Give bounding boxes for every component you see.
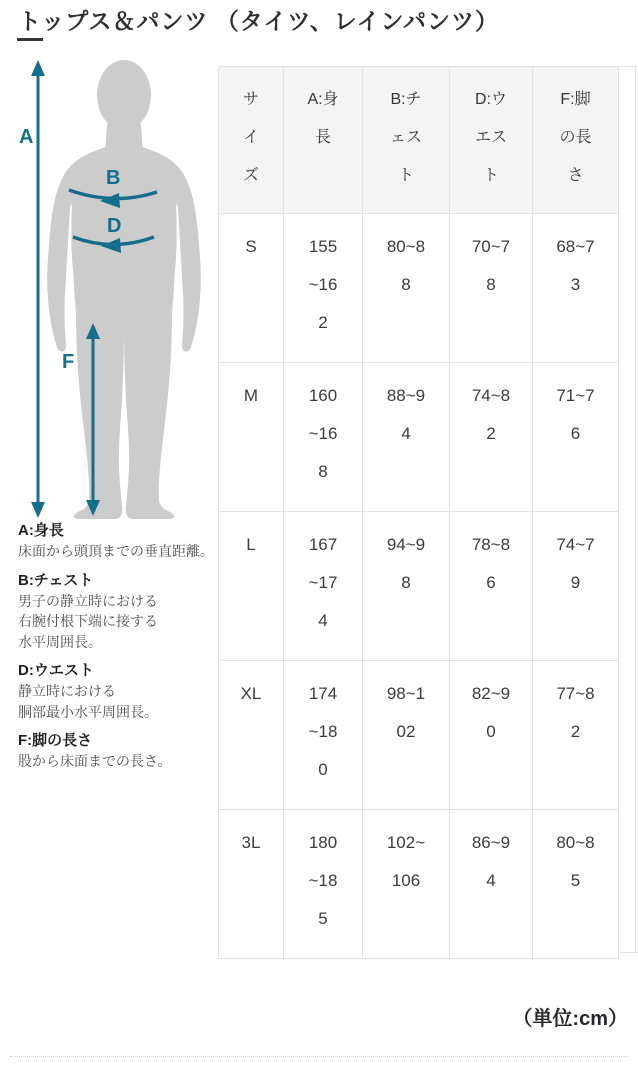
body-measurement-diagram (0, 55, 215, 521)
chest-cell: 94~98 (363, 512, 450, 661)
table-row-xl (219, 661, 619, 810)
legend-term: D:ウエスト (18, 662, 94, 679)
waist-cell: 86~94 (450, 810, 533, 959)
waist-cell: 70~78 (450, 214, 533, 363)
bottom-divider (10, 1056, 628, 1057)
label-f: F (62, 351, 75, 373)
size-cell: S (219, 214, 284, 363)
body-silhouette-illustration (0, 55, 215, 521)
legend-section-leg-length (18, 730, 218, 772)
page-title: トップス＆パンツ （タイツ、レインパンツ） (18, 8, 499, 34)
legend-term: B:チェスト (18, 571, 94, 589)
waist-cell: 74~82 (450, 363, 533, 512)
legend-term: F:脚の長さ (18, 732, 93, 749)
column-header-height: A:身長 (284, 67, 363, 214)
cropped-column-border (635, 66, 636, 953)
male-silhouette (47, 60, 201, 519)
column-header-leg-length: F:脚の長さ (533, 67, 619, 214)
height-cell: 174~180 (284, 661, 363, 810)
legend-description: 右腕付根下端に接する (18, 613, 158, 629)
legend-description: 水平周囲長。 (18, 633, 102, 650)
legend-description: 静立時における (18, 683, 116, 699)
size-cell: M (219, 363, 284, 512)
leg-cell: 74~79 (533, 512, 619, 661)
height-cell: 160~168 (284, 363, 363, 512)
size-cell: L (219, 512, 284, 661)
legend-section-height (18, 520, 218, 562)
legend-description: 男子の静立時における (18, 592, 158, 609)
table-row-3l (219, 810, 619, 959)
label-a: A (19, 126, 34, 148)
leg-cell: 71~76 (533, 363, 619, 512)
title-underline-accent (17, 38, 43, 41)
height-cell: 180~185 (284, 810, 363, 959)
size-table-scroll-region[interactable] (218, 66, 638, 959)
column-header-chest: B:チェスト (363, 67, 450, 214)
column-header-size: サイズ (219, 67, 284, 214)
chest-cell: 102~106 (363, 810, 450, 959)
legend-description: 胴部最小水平周囲長。 (18, 703, 158, 720)
chest-cell: 80~88 (363, 214, 450, 363)
waist-cell: 82~90 (450, 661, 533, 810)
legend-description: 床面から頭頂までの垂直距離。 (18, 543, 214, 559)
legend-term: A:身長 (18, 522, 64, 539)
size-cell: 3L (219, 810, 284, 959)
label-d: D (107, 215, 122, 237)
legend-description: 股から床面までの長さ。 (18, 753, 172, 769)
unit-note: （単位:cm） (512, 1008, 628, 1030)
table-bottom-border-extension (620, 952, 638, 953)
height-cell: 167~174 (284, 512, 363, 661)
height-cell: 155~162 (284, 214, 363, 363)
leg-cell: 80~85 (533, 810, 619, 959)
leg-cell: 77~82 (533, 661, 619, 810)
chest-cell: 88~94 (363, 363, 450, 512)
size-table (218, 66, 619, 959)
legend-section-chest (18, 570, 218, 653)
waist-cell: 78~86 (450, 512, 533, 661)
chest-cell: 98~102 (363, 661, 450, 810)
table-row-m (219, 363, 619, 512)
table-row-s (219, 214, 619, 363)
column-header-waist: D:ウエスト (450, 67, 533, 214)
size-cell: XL (219, 661, 284, 810)
measurement-legend (18, 520, 218, 780)
size-table-header-row (219, 67, 619, 214)
leg-cell: 68~73 (533, 214, 619, 363)
label-b: B (106, 167, 121, 189)
table-row-l (219, 512, 619, 661)
legend-section-waist (18, 660, 218, 722)
